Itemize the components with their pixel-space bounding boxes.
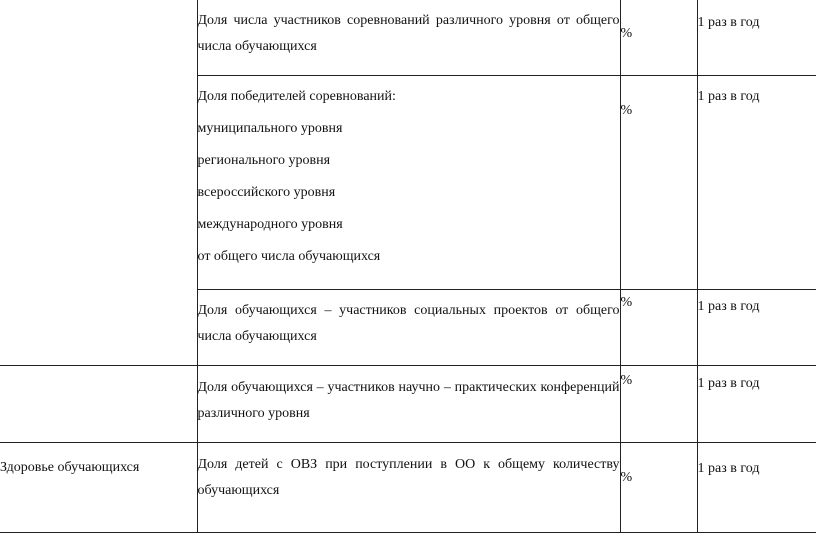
indicator-text: Доля числа участников соревнований различного уровня от общего числа обучающихся: [198, 0, 620, 60]
unit-text: %: [621, 366, 697, 389]
indicator-list: [198, 76, 620, 273]
unit-cell: [620, 0, 697, 75]
unit-text: %: [621, 290, 697, 311]
table-row: [0, 442, 816, 532]
indicator-line: регионального уровня: [198, 145, 620, 177]
frequency-cell: [697, 75, 816, 289]
table-row: [0, 365, 816, 442]
indicator-text: Доля обучающихся – участников социальных проектов от общего числа обучающихся: [198, 290, 620, 350]
frequency-cell: [697, 289, 816, 365]
indicator-text: Доля детей с ОВЗ при поступлении в ОО к общему количеству обучающихся: [198, 443, 620, 504]
frequency-text: 1 раз в год: [698, 290, 816, 316]
indicator-cell: [197, 289, 620, 365]
indicator-line: Доля победителей соревнований:: [198, 81, 620, 113]
unit-cell: [620, 75, 697, 289]
unit-text: %: [621, 443, 697, 486]
indicator-cell: [197, 75, 620, 289]
indicator-line: муниципального уровня: [198, 113, 620, 145]
frequency-text: 1 раз в год: [698, 0, 816, 32]
area-cell: [0, 442, 197, 532]
unit-text: %: [621, 0, 697, 42]
frequency-cell: [697, 0, 816, 75]
unit-cell: [620, 365, 697, 442]
frequency-cell: [697, 365, 816, 442]
table-row: [0, 0, 816, 75]
indicator-cell: [197, 442, 620, 532]
frequency-cell: [697, 442, 816, 532]
frequency-text: 1 раз в год: [698, 443, 816, 478]
unit-text: %: [621, 76, 697, 119]
indicator-line: от общего числа обучающихся: [198, 241, 620, 273]
area-cell: [0, 365, 197, 442]
indicator-cell: [197, 365, 620, 442]
indicator-line: всероссийского уровня: [198, 177, 620, 209]
indicator-cell: [197, 0, 620, 75]
unit-cell: [620, 442, 697, 532]
area-cell: [0, 0, 197, 365]
area-text: Здоровье обучающихся: [0, 460, 139, 475]
indicator-line: международного уровня: [198, 209, 620, 241]
frequency-text: 1 раз в год: [698, 366, 816, 393]
unit-cell: [620, 289, 697, 365]
frequency-text: 1 раз в год: [698, 76, 816, 106]
indicator-text: Доля обучающихся – участников научно – практических конференций различного уровня: [198, 366, 620, 427]
